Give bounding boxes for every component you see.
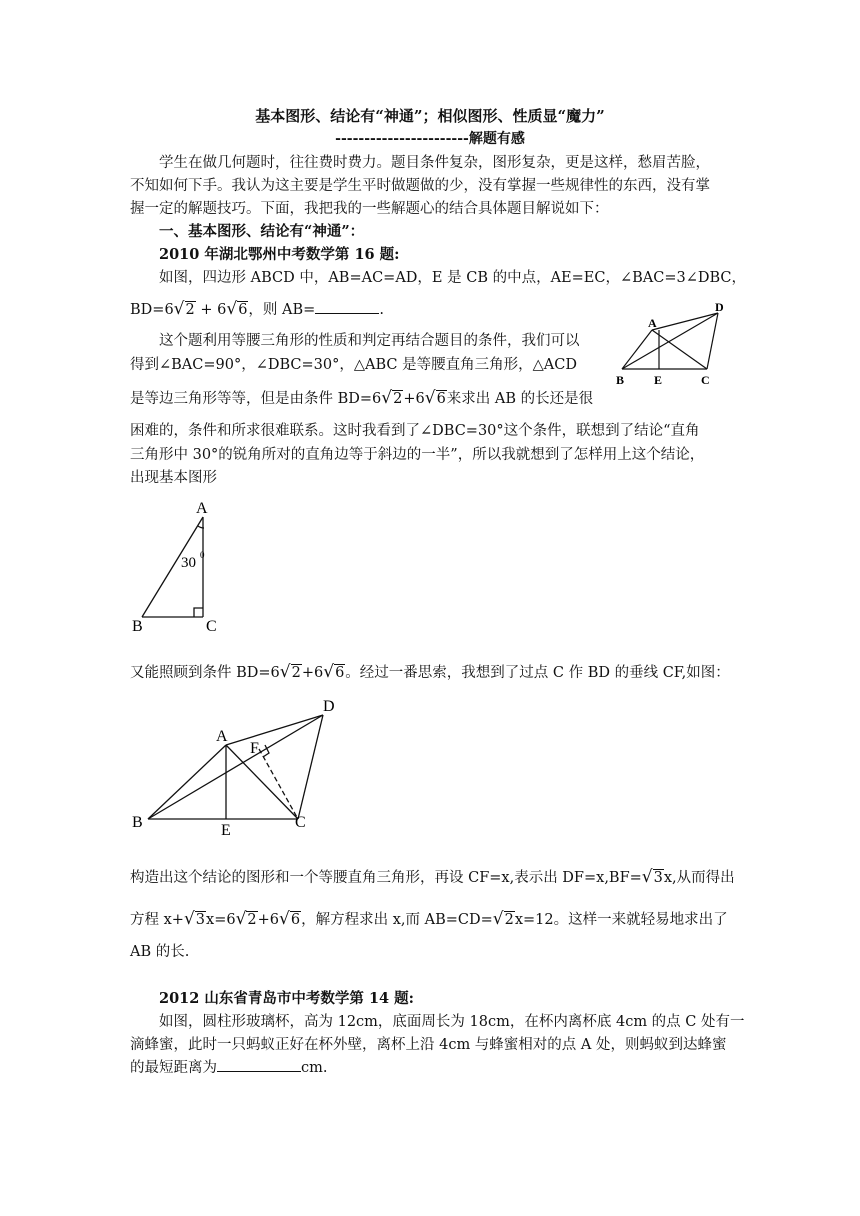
analysis-line-4: 困难的，条件和所求很难联系。这时我看到了∠DBC=30°这个条件，联想到了结论“直角 bbox=[130, 423, 700, 439]
problem1-statement-2: BD=6√2 + 6√6，则 AB= . bbox=[130, 299, 384, 319]
figure-right-triangle-30 bbox=[128, 495, 228, 637]
stmt2-post: ，则 AB= bbox=[248, 302, 316, 318]
sqrt-symbol: √6 bbox=[279, 909, 301, 929]
fig1-label-e: E bbox=[654, 373, 663, 387]
sqrt-symbol: √6 bbox=[424, 388, 446, 408]
sqrt-symbol: √2 bbox=[492, 909, 514, 929]
intro-line-2: 不知如何下手。我认为这主要是学生平时做题做的少，没有掌握一些规律性的东西，没有掌 bbox=[130, 178, 710, 194]
doc-title: 基本图形、结论有“神通”；相似图形、性质显“魔力” bbox=[255, 107, 605, 125]
answer-blank bbox=[315, 299, 379, 314]
analysis-line-9: 方程 x+√3x=6√2+6√6，解方程求出 x,而 AB=CD=√2x=12。这样一来就轻易地求出了 bbox=[130, 909, 728, 929]
sqrt-symbol: √2 bbox=[381, 388, 403, 408]
sqrt-symbol: √3 bbox=[641, 867, 663, 887]
intro-line-3: 握一定的解题技巧。下面，我把我的一些解题心的结合具体题目解说如下： bbox=[130, 201, 609, 217]
analysis-line-3: 是等边三角形等等，但是由条件 BD=6√2+6√6来求出 AB 的长还是很 bbox=[130, 388, 594, 408]
sqrt-symbol: √2 bbox=[235, 909, 257, 929]
stmt2-plus: + 6 bbox=[200, 302, 227, 318]
analysis-line-2: 得到∠BAC=90°，∠DBC=30°，△ABC 是等腰直角三角形，△ACD bbox=[130, 357, 577, 373]
sqrt-symbol: √6 bbox=[226, 299, 248, 319]
problem2-line-1: 如图，圆柱形玻璃杯，高为 12cm，底面周长为 18cm，在杯内离杯底 4cm 的点 C 处有一 bbox=[159, 1014, 745, 1030]
problem2-line-3: 的最短距离为 cm. bbox=[130, 1057, 327, 1079]
stmt2-pre: BD= bbox=[130, 302, 165, 318]
fig2-label-c: C bbox=[206, 618, 217, 635]
fig3-label-a: A bbox=[216, 728, 228, 745]
problem2-line-2: 滴蜂蜜，此时一只蚂蚁正好在杯外壁，离杯上沿 4cm 与蜂蜜相对的点 A 处，则蚂蚁到达蜂蜜 bbox=[130, 1037, 727, 1053]
fig3-label-f: F bbox=[250, 740, 259, 757]
answer-blank bbox=[217, 1057, 301, 1072]
fig3-label-b: B bbox=[132, 814, 143, 831]
problem2-source: 2012 山东省青岛市中考数学第 14 题: bbox=[159, 990, 415, 1007]
sqrt-symbol: √2 bbox=[279, 662, 301, 682]
fig1-label-c: C bbox=[701, 373, 710, 387]
analysis-line-7: 又能照顾到条件 BD=6√2+6√6。经过一番思索，我想到了过点 C 作 BD 的垂线 CF,如图： bbox=[130, 662, 730, 682]
analysis-line-6: 出现基本图形 bbox=[130, 470, 217, 486]
fig2-angle-label: 30 bbox=[181, 555, 196, 571]
fig2-label-b: B bbox=[132, 618, 143, 635]
fig1-label-d: D bbox=[715, 300, 724, 314]
fig1-label-b: B bbox=[616, 373, 625, 387]
fig3-label-d: D bbox=[323, 698, 335, 715]
problem1-statement-1: 如图，四边形 ABCD 中，AB=AC=AD，E 是 CB 的中点，AE=EC，∠BAC=3∠DBC， bbox=[159, 270, 747, 286]
analysis-line-10: AB 的长. bbox=[130, 944, 190, 960]
stmt2-coef: 6 bbox=[164, 302, 174, 318]
fig2-label-a: A bbox=[196, 500, 208, 517]
doc-subtitle: -----------------------解题有感 bbox=[335, 131, 525, 147]
section-heading: 一、基本图形、结论有“神通”： bbox=[159, 223, 365, 240]
intro-line-1: 学生在做几何题时，往往费时费力。题目条件复杂，图形复杂，更是这样，愁眉苦脸， bbox=[159, 155, 710, 171]
figure-perpendicular-cf bbox=[128, 693, 350, 843]
problem1-source: 2010 年湖北鄂州中考数学第 16 题: bbox=[159, 246, 400, 263]
fig1-label-a: A bbox=[648, 316, 657, 330]
sqrt-symbol: √6 bbox=[323, 662, 345, 682]
fig3-label-c: C bbox=[295, 814, 306, 831]
figure-quadrilateral-abcd bbox=[608, 298, 738, 390]
analysis-line-8: 构造出这个结论的图形和一个等腰直角三角形，再设 CF=x,表示出 DF=x,BF=√3x,从而得出 bbox=[130, 867, 735, 887]
analysis-line-1: 这个题利用等腰三角形的性质和判定再结合题目的条件，我们可以 bbox=[159, 333, 580, 349]
sqrt-symbol: √3 bbox=[183, 909, 206, 929]
fig2-degree-mark: 0 bbox=[200, 550, 205, 560]
sqrt-symbol: √2 bbox=[173, 299, 195, 319]
fig3-label-e: E bbox=[221, 822, 231, 839]
analysis-line-5: 三角形中 30°的锐角所对的直角边等于斜边的一半”，所以我就想到了怎样用上这个结论， bbox=[130, 447, 705, 463]
